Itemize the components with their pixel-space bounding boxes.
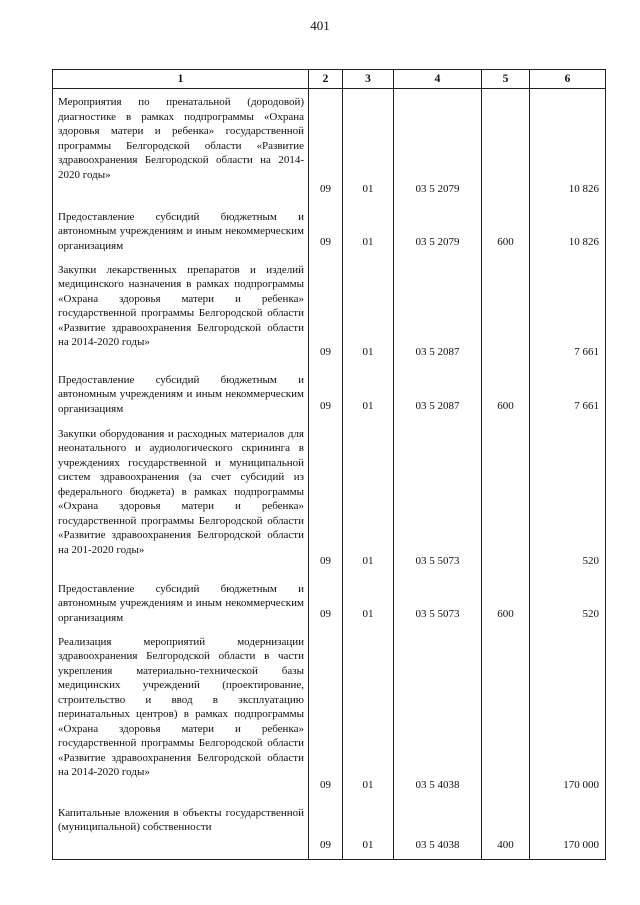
row-target-article: 03 5 4038 [394,629,482,800]
row-description: Предоставление субсидий бюджетным и автономным учреждениям и иным некоммерческим организациям [53,367,309,421]
row-amount: 10 826 [530,89,606,204]
row-amount: 170 000 [530,629,606,800]
row-amount: 10 826 [530,204,606,257]
row-amount: 7 661 [530,367,606,421]
row-target-article: 03 5 2087 [394,257,482,367]
row-target-article: 03 5 2087 [394,367,482,421]
row-section-code: 09 [309,89,343,204]
row-subsection-code: 01 [343,629,394,800]
row-expense-type: 400 [482,800,530,860]
row-expense-type: 600 [482,204,530,257]
row-section-code: 09 [309,800,343,860]
row-amount: 170 000 [530,800,606,860]
row-description: Мероприятия по пренатальной (дородовой) диагностике в рамках подпрограммы «Охрана здоровья матери и ребенка» государственной программы Белгородской области «Развитие здравоохранения Белгородской области на 2014-2020 годы» [53,89,309,204]
column-header: 4 [394,70,482,89]
row-target-article: 03 5 4038 [394,800,482,860]
row-subsection-code: 01 [343,421,394,576]
row-description: Капитальные вложения в объекты государственной (муниципальной) собственности [53,800,309,860]
budget-table [52,69,606,860]
row-description: Закупки оборудования и расходных материалов для неонатального и аудиологического скрининга в учреждениях государственной и муниципальной систем здравоохранения (за счет субсидий из федерального бюджета) в рамках подпрограммы «Охрана здоровья матери и ребенка» государственной программы Белгородской области «Развитие здравоохранения Белгородской области на 201-2020 годы» [53,421,309,576]
row-section-code: 09 [309,629,343,800]
table-row [53,257,606,367]
row-expense-type [482,629,530,800]
row-expense-type [482,89,530,204]
column-header: 3 [343,70,394,89]
column-header: 1 [53,70,309,89]
column-header: 2 [309,70,343,89]
row-section-code: 09 [309,576,343,629]
row-section-code: 09 [309,257,343,367]
row-description: Предоставление субсидий бюджетным и автономным учреждениям и иным некоммерческим организациям [53,576,309,629]
row-target-article: 03 5 2079 [394,204,482,257]
row-section-code: 09 [309,367,343,421]
row-expense-type: 600 [482,367,530,421]
row-subsection-code: 01 [343,576,394,629]
page-number: 401 [310,18,330,33]
row-amount: 7 661 [530,257,606,367]
table-header-row [53,70,606,89]
table-row [53,800,606,860]
row-target-article: 03 5 2079 [394,89,482,204]
column-header: 6 [530,70,606,89]
table-row [53,576,606,629]
row-expense-type [482,421,530,576]
row-subsection-code: 01 [343,800,394,860]
row-subsection-code: 01 [343,257,394,367]
row-amount: 520 [530,421,606,576]
row-target-article: 03 5 5073 [394,576,482,629]
table-row [53,629,606,800]
row-subsection-code: 01 [343,89,394,204]
row-amount: 520 [530,576,606,629]
table-row [53,204,606,257]
table-row [53,89,606,204]
row-expense-type: 600 [482,576,530,629]
column-header: 5 [482,70,530,89]
row-description: Предоставление субсидий бюджетным и автономным учреждениям и иным некоммерческим организациям [53,204,309,257]
row-description: Реализация мероприятий модернизации здравоохранения Белгородской области в части укрепления материально-технической базы медицинских учреждений (проектирование, строительство и ввод в эксплуатацию перинатальных центров) в рамках подпрограммы «Охрана здоровья матери и ребенка» государственной программы Белгородской области «Развитие здравоохранения Белгородской области на 2014-2020 годы» [53,629,309,800]
row-target-article: 03 5 5073 [394,421,482,576]
table-row [53,367,606,421]
row-section-code: 09 [309,204,343,257]
table-row [53,421,606,576]
row-description: Закупки лекарственных препаратов и изделий медицинского назначения в рамках подпрограммы «Охрана здоровья матери и ребенка» государственной программы Белгородской области «Развитие здравоохранения Белгородской области на 2014-2020 годы» [53,257,309,367]
row-subsection-code: 01 [343,367,394,421]
row-expense-type [482,257,530,367]
row-subsection-code: 01 [343,204,394,257]
row-section-code: 09 [309,421,343,576]
